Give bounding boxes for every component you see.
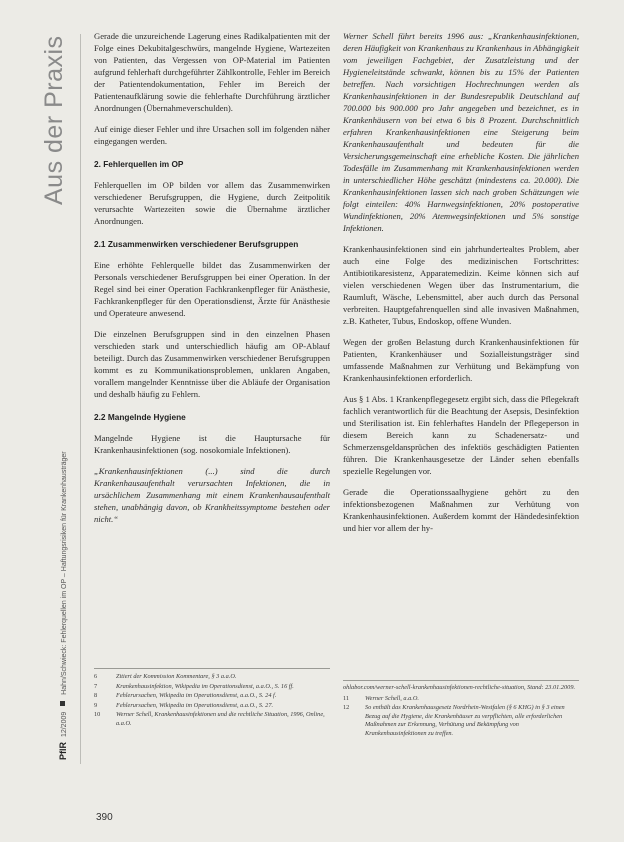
left-column: [94, 30, 330, 534]
paragraph: Gerade die Operationssaalhygiene gehört zu den infektionsbezogenen Maßnahmen zur Verhütung von Krankenhausinfektionen. Außerdem kommt der Händedesinfektion und hier vor allem der hy-: [343, 487, 579, 533]
paragraph: Mangelnde Hygiene ist die Hauptursache für Krankenhausinfektionen (sog. nosokomiale Infektionen).: [94, 433, 330, 455]
paragraph: Die einzelnen Berufsgruppen sind in den einzelnen Phasen verschieden stark und unterschiedlich häufig am OP-Ablauf beteiligt. Durch das Zusammenwirken verschiedener Berufsgruppen kommt es zu Kommunikationsproblemen, unklaren Angaben, vorallem mangelnder Kenntnisse über die Abläufe der Organisation und deshalb häufig zu Fehlern.: [94, 329, 330, 399]
paragraph: Krankenhausinfektionen sind ein jahrhundertealtes Problem, aber auch eine Folge des medizinischen Fortschrittes: Antibiotikaresistenz, Apparatemedizin. Keime können sich auf vielen verschiedenen Wegen über das Instrumentarium, die Raumluft, Wäsche, Lebensmittel, aber auch durch das Personal verbreiten. Hauptgefahrenquellen sind alle invasiven Maßnahmen, z.B. Katheter, Tubus, Endoskop, offene Wunden.: [343, 244, 579, 326]
footnote-number: 6: [94, 673, 98, 680]
paragraph: Aus § 1 Abs. 1 Krankenpflegegesetz ergibt sich, dass die Pflegekraft fachlich verantwortlich für die Beachtung der Asepsis, Desinfektion und Sterilisation ist. Ein fehlerhaftes Handeln der Pflegeperson in diesem Bereich kann zu Schadenersatz- und Schmerzensgeldansprüchen des infektiös geschädigten Patienten führen. Die Krankenhausgesetze der Länder sehen ebenfalls spezielle Regelungen vor.: [343, 394, 579, 476]
footnote-text: Krankenhausinfektion, Wikipedia im Operationsdienst, a.a.O., S. 16 ff.: [116, 682, 294, 690]
journal-name: PflR: [58, 742, 68, 760]
footnote-number: 7: [94, 682, 98, 690]
footnote: [94, 702, 330, 711]
footnote-text: Werner Schell, Krankenhausinfektionen und die rechtliche Situation, 1996, Online, a.a.O.: [116, 711, 325, 727]
footnote-number: 10: [94, 711, 101, 719]
footnote: [94, 673, 330, 682]
footnote-number: 12: [343, 704, 350, 712]
footnote: [343, 695, 579, 704]
subsection-heading: 2.1 Zusammenwirken verschiedener Berufsgruppen: [94, 239, 299, 249]
footnote: [343, 704, 579, 738]
footnote-text: Zitiert der Kommission Kommentare, § 3 a.a.O.: [116, 673, 237, 680]
paragraph: Fehlerquellen im OP bilden vor allem das Zusammenwirken verschiedener Berufsgruppen, die Hygiene, durch Zeitpolitik verursachte Wartezeiten sowie die Übernahme ärztlicher Anordnungen.: [94, 180, 330, 226]
footnote: [94, 683, 330, 692]
paragraph: Eine erhöhte Fehlerquelle bildet das Zusammenwirken der Personals verschiedener Berufsgruppen bei einer Operation. In der Regel sind bei einer Operation Fachkrankenpfleger für Anästhesie, Fachkrankenpfleger für den Operationsdienst, Ärzte für Anästhesie und Operateure anwesend.: [94, 260, 330, 318]
footnote-text: Werner Schell, a.a.O.: [365, 694, 419, 702]
footnote: [94, 711, 330, 728]
footnote-text: Fehlerursachen, Wikipedia im Operationsdienst, a.a.O., S. 27.: [116, 701, 274, 709]
section-title: Aus der Praxis: [40, 35, 68, 205]
footnote-number: 11: [343, 694, 350, 702]
footnote-text: So enthält das Krankenhausgesetz Nordrhein-Westfalen (§ 6 KHG) in § 3 einen Bezug auf die Hygiene, die Krankenhäuser zu verpflichten, alle erforderlichen Maßnahmen zur Erkennung, Verhütung und Bekämpfung von Krankenhausinfektionen zu treffen.: [365, 704, 565, 737]
running-footer: [58, 451, 68, 760]
footnote-number: 8: [94, 692, 98, 700]
footnotes-right: [343, 684, 579, 740]
section-heading: 2. Fehlerquellen im OP: [94, 159, 184, 169]
footnotes-left: [94, 673, 330, 730]
issue-year: 12/2009: [61, 711, 68, 738]
footnote-number: 9: [94, 701, 98, 709]
footnote: [94, 692, 330, 701]
subsection-heading: 2.2 Mangelnde Hygiene: [94, 412, 186, 422]
paragraph: Wegen der großen Belastung durch Krankenhausinfektionen für Patienten, Krankenhäuser und Sozialleistungsträger sind umfassende Maßnahmen zur Verhütung und Bekämpfung von Krankenhausinfektionen erforderlich.: [343, 337, 579, 383]
bullet-square-icon: [60, 701, 65, 706]
paragraph: Auf einige dieser Fehler und ihre Ursachen soll im folgenden näher eingegangen werden.: [94, 124, 330, 146]
page-number: 390: [96, 812, 113, 823]
footnote-divider: [343, 680, 579, 681]
footnote-continuation: ohlabor.com/werner-schell-krankenhausinfektionen-rechtliche-situation, Stand: 23.01.2009.: [343, 684, 576, 691]
quotation: Werner Schell führt bereits 1996 aus: „Krankenhausinfektionen, deren Häufigkeit von Krankenhaus zu Krankenhaus in Abhängigkeit vom jeweiligen Fachgebiet, der Zusatzleistung und der Hygieneleitstände schwankt, können bis zu 15% der Patienten betreffen. Nach vorsichtigen Hochrechnungen werden als Krankenhausinfektionen in der Bundesrepublik Deutschland auf 700.000 bis 900.000 pro Jahr angegeben und bezeichnet, es in Krankenhäusern von bei etwa 6 bis 8 Prozent. Durchschnittlich erfahren Krankenhausinfektionen eine Steigerung beim Krankenhausaufenthalt und bedeuten für die Versicherungsgemeinschaft eine erhebliche Kosten. Die jährlichen Todesfälle im Zusammenhang mit Krankenhausinfektionen werden in unterschiedlicher Höhe geschätzt (mindestens ca. 20.000). Die Krankenhausinfektionen lassen sich nach groben Schätzungen wie folgt einteilen: 40% Harnwegsinfektionen, 20% postoperative Wundinfektionen, 20% Atemwegsinfektionen und 5% sonstige Infektionen.: [343, 31, 579, 233]
paragraph: Gerade die unzureichende Lagerung eines Radikalpatienten mit der Folge eines Dekubitalgeschwürs, mangelnde Hygiene, Wartezeiten von Patienten, das Vergessen von OP-Material im Patienten aufgrund fehlerhaft durchgeführter Zählkontrolle, Fehler im Bereich der Patientendokumentation, Fehler im Bereich der Patientenaufklärung sowie die fehlerhafte Durchführung ärztlicher Anordnungen (Übernahmeverschulden).: [94, 31, 330, 113]
side-divider: [80, 34, 81, 764]
article-reference: Hahn/Schwieck: Fehlerquellen im OP – Haftungsrisiken für Krankenhausträger: [61, 451, 68, 695]
footnote-text: Fehlerursachen, Wikipedia im Operationsdienst, a.a.O., S. 24 f.: [116, 692, 277, 700]
right-column: [343, 30, 579, 543]
quotation: „Krankenhausinfektionen (...) sind die durch Krankenhausaufenthalt verursachten Infektionen, die in ursächlichem Zusammenhang mit einem Krankenhausaufenthalt stehen, unabhängig davon, ob Krankheitssymptome bestehen oder nicht.“: [94, 466, 330, 524]
footnote-divider: [94, 668, 330, 669]
